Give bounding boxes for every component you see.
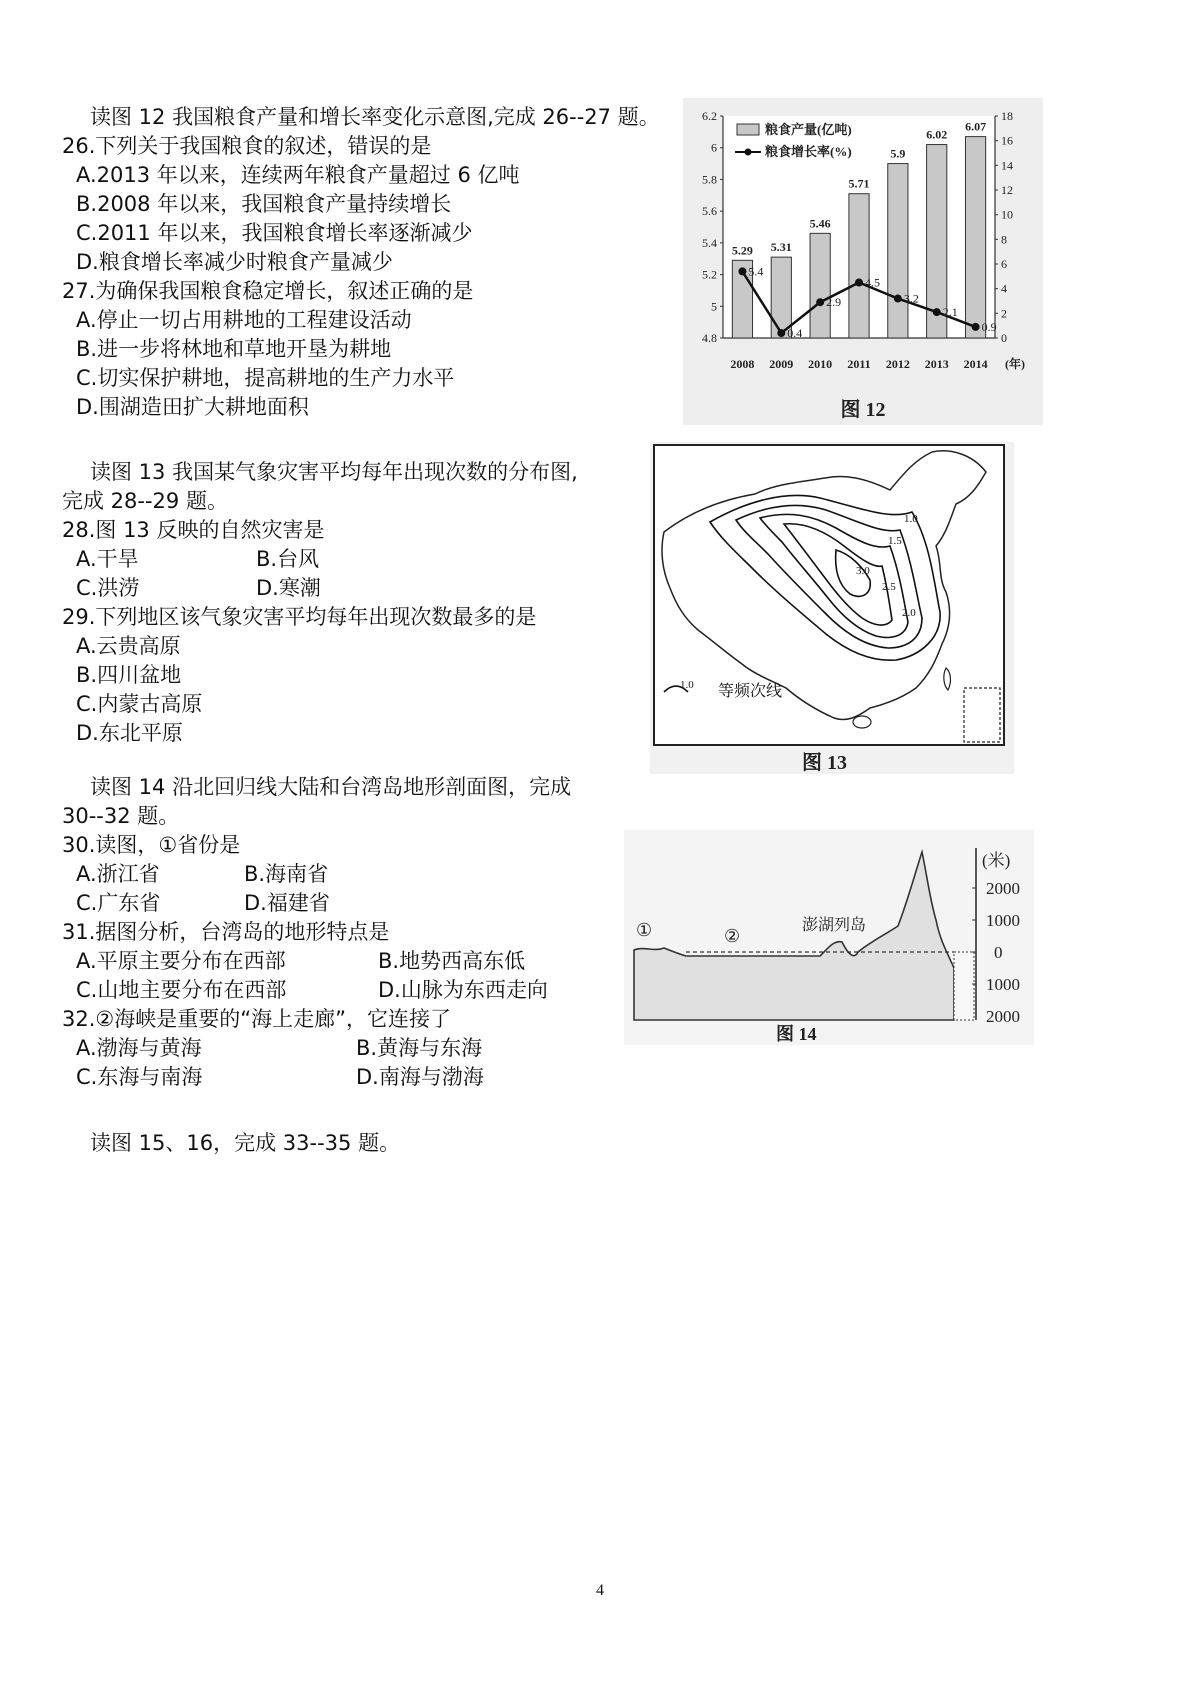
bar-value-label: 5.46 xyxy=(809,216,831,231)
intro-fig12: 读图 12 我国粮食产量和增长率变化示意图,完成 26--27 题。 xyxy=(90,105,660,129)
bar-value-label: 5.71 xyxy=(848,176,870,191)
q28-option-c: C.洪涝 xyxy=(76,576,140,600)
line-point-growth-rate xyxy=(894,295,902,303)
x-tick-label: 2008 xyxy=(730,357,755,371)
q30-option-c: C.广东省 xyxy=(76,891,161,915)
line-value-label: 3.2 xyxy=(903,291,919,306)
line-value-label: 4.5 xyxy=(865,275,880,290)
figure-13 xyxy=(650,442,1014,774)
left-tick-label: 5 xyxy=(711,299,717,314)
south-china-sea-inset xyxy=(964,688,1000,742)
x-tick-label: 2010 xyxy=(808,357,833,371)
q32-option-d: D.南海与渤海 xyxy=(356,1065,484,1089)
x-tick-label: 2011 xyxy=(847,357,871,371)
figure-12 xyxy=(683,98,1043,425)
legend-line-marker xyxy=(745,149,752,156)
x-tick-label: 2012 xyxy=(885,357,910,371)
contour-label: 1.0 xyxy=(904,513,918,525)
question-32-stem: 32.②海峡是重要的“海上走廊”，它连接了 xyxy=(62,1007,451,1031)
bar-value-label: 5.29 xyxy=(731,243,753,258)
q29-option-c: C.内蒙古高原 xyxy=(76,692,203,716)
line-value-label: 2.9 xyxy=(826,295,842,310)
q27-option-c: C.切实保护耕地，提高耕地的生产力水平 xyxy=(76,366,455,390)
line-point-growth-rate xyxy=(777,329,785,337)
contour-label: 1.5 xyxy=(888,535,902,547)
bar-value-label: 6.02 xyxy=(926,127,948,142)
q28-option-a: A.干旱 xyxy=(76,547,139,571)
line-point-growth-rate xyxy=(738,267,746,275)
question-28-stem: 28.图 13 反映的自然灾害是 xyxy=(62,518,325,542)
contour-label: 2.5 xyxy=(882,581,896,593)
left-tick-label: 5.2 xyxy=(702,267,717,282)
question-30-stem: 30.读图，①省份是 xyxy=(62,833,241,857)
q30-option-a: A.浙江省 xyxy=(76,862,160,886)
hainan-island xyxy=(853,716,871,728)
q32-option-c: C.东海与南海 xyxy=(76,1065,203,1089)
right-tick-label: 18 xyxy=(1001,109,1013,123)
profile-body xyxy=(634,852,954,1020)
tick-label-1000-up: 1000 xyxy=(986,911,1020,930)
q26-option-c: C.2011 年以来，我国粮食增长率逐渐减少 xyxy=(76,221,473,245)
map-china-disaster-frequency xyxy=(650,442,1014,774)
left-tick-label: 5.6 xyxy=(702,204,717,219)
line-point-growth-rate xyxy=(816,298,824,306)
line-value-label: 0.4 xyxy=(787,326,803,341)
q29-option-b: B.四川盆地 xyxy=(76,663,182,687)
q31-option-b: B.地势西高东低 xyxy=(378,949,526,973)
q29-option-d: D.东北平原 xyxy=(76,721,183,745)
legend-bar-swatch xyxy=(737,124,759,135)
left-tick-label: 5.4 xyxy=(702,235,717,250)
left-tick-label: 6 xyxy=(711,140,717,155)
chart-grain-output xyxy=(683,98,1043,425)
tick-label-2000-up: 2000 xyxy=(986,879,1020,898)
figure-14 xyxy=(624,830,1034,1045)
x-tick-label: 2009 xyxy=(769,357,794,371)
deep-sea-water xyxy=(954,952,974,1020)
tick-label-1000-down: 1000 xyxy=(986,975,1020,994)
x-axis-unit: (年) xyxy=(1005,357,1025,371)
q26-option-a: A.2013 年以来，连续两年粮食产量超过 6 亿吨 xyxy=(76,163,520,187)
bar-grain-output xyxy=(849,194,869,338)
intro-fig14-line1: 读图 14 沿北回归线大陆和台湾岛地形剖面图，完成 xyxy=(90,775,572,799)
line-point-growth-rate xyxy=(933,308,941,316)
terrain-profile-tropic-of-cancer xyxy=(624,830,1034,1045)
question-26-stem: 26.下列关于我国粮食的叙述，错误的是 xyxy=(62,134,432,158)
line-point-growth-rate xyxy=(972,323,980,331)
intro-fig13-line2: 完成 28--29 题。 xyxy=(62,489,228,513)
q31-option-d: D.山脉为东西走向 xyxy=(378,978,548,1002)
line-value-label: 2.1 xyxy=(942,305,958,320)
page-number: 4 xyxy=(596,1582,604,1599)
question-29-stem: 29.下列地区该气象灾害平均每年出现次数最多的是 xyxy=(62,605,537,629)
q28-option-d: D.寒潮 xyxy=(256,576,321,600)
line-value-label: 0.9 xyxy=(981,319,997,334)
legend-isoline-label: 等频次线 xyxy=(718,683,783,700)
q32-option-b: B.黄海与东海 xyxy=(356,1036,483,1060)
right-tick-label: 12 xyxy=(1001,183,1013,197)
q31-option-c: C.山地主要分布在西部 xyxy=(76,978,287,1002)
right-tick-label: 6 xyxy=(1001,257,1007,271)
line-point-growth-rate xyxy=(855,279,863,287)
x-tick-label: 2014 xyxy=(963,357,988,371)
q31-option-a: A.平原主要分布在西部 xyxy=(76,949,286,973)
question-27-stem: 27.为确保我国粮食稳定增长，叙述正确的是 xyxy=(62,279,474,303)
legend-line-label: 粮食增长率(%) xyxy=(765,144,852,159)
tick-label-2000-down: 2000 xyxy=(986,1007,1020,1026)
elevation-unit: (米) xyxy=(982,851,1011,870)
legend-isoline-value: 1.0 xyxy=(680,679,694,691)
right-tick-label: 8 xyxy=(1001,232,1007,247)
q26-option-d: D.粮食增长率减少时粮食产量减少 xyxy=(76,250,393,274)
marker-1: ① xyxy=(636,920,653,940)
marker-2: ② xyxy=(724,926,741,946)
question-31-stem: 31.据图分析，台湾岛的地形特点是 xyxy=(62,920,390,944)
q32-option-a: A.渤海与黄海 xyxy=(76,1036,202,1060)
bar-value-label: 5.31 xyxy=(770,240,792,255)
figure-13-caption: 图 13 xyxy=(802,752,847,774)
contour-label: 2.0 xyxy=(902,607,916,619)
q29-option-a: A.云贵高原 xyxy=(76,634,181,658)
penghu-islands-label: 澎湖列岛 xyxy=(802,917,867,934)
bar-value-label: 5.9 xyxy=(890,146,906,161)
right-tick-label: 16 xyxy=(1001,133,1013,148)
q30-option-d: D.福建省 xyxy=(244,891,330,915)
right-tick-label: 10 xyxy=(1001,207,1013,222)
right-tick-label: 4 xyxy=(1001,281,1007,296)
intro-fig13-line1: 读图 13 我国某气象灾害平均每年出现次数的分布图, xyxy=(90,460,578,484)
bar-grain-output xyxy=(810,233,830,338)
right-tick-label: 0 xyxy=(1001,331,1007,345)
q27-option-d: D.围湖造田扩大耕地面积 xyxy=(76,395,309,419)
q26-option-b: B.2008 年以来，我国粮食产量持续增长 xyxy=(76,192,452,216)
line-value-label: 5.4 xyxy=(748,264,764,279)
q27-option-b: B.进一步将林地和草地开垦为耕地 xyxy=(76,337,392,361)
right-tick-label: 14 xyxy=(1001,158,1013,173)
contour-label: 3.0 xyxy=(856,565,870,577)
q30-option-b: B.海南省 xyxy=(244,862,329,886)
legend-bar-label: 粮食产量(亿吨) xyxy=(765,122,852,137)
right-tick-label: 2 xyxy=(1001,306,1007,321)
left-tick-label: 4.8 xyxy=(702,331,717,345)
figure-14-caption: 图 14 xyxy=(776,1024,817,1044)
left-tick-label: 6.2 xyxy=(702,109,717,123)
bar-grain-output xyxy=(965,137,985,338)
tick-label-0: 0 xyxy=(994,943,1003,962)
bar-value-label: 6.07 xyxy=(965,119,987,134)
figure-12-caption: 图 12 xyxy=(840,399,886,421)
q28-option-b: B.台风 xyxy=(256,547,320,571)
intro-fig15-16: 读图 15、16，完成 33--35 题。 xyxy=(90,1131,401,1155)
q27-option-a: A.停止一切占用耕地的工程建设活动 xyxy=(76,308,412,332)
intro-fig14-line2: 30--32 题。 xyxy=(62,804,180,828)
bar-grain-output xyxy=(888,164,908,338)
x-tick-label: 2013 xyxy=(924,357,949,371)
left-tick-label: 5.8 xyxy=(702,172,717,187)
